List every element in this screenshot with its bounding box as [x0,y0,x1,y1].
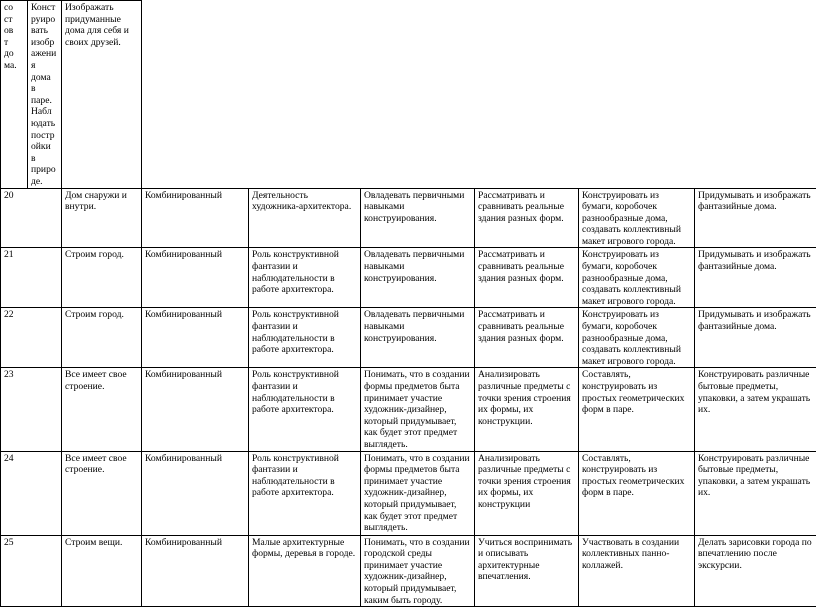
lesson-result: Придумывать и изображать фантазийные дома. [695,188,816,248]
lesson-goal: Понимать, что в создании формы предметов быта принимает участие художник-дизайнер, который придумывает, как будет этот предмет выглядеть. [361,368,475,451]
lesson-content: Деятельность художника-архитектора. [249,188,361,248]
lesson-type: Комбинированный [142,188,249,248]
lesson-content: Малые архитектурные формы, деревья в городе. [249,535,361,607]
lesson-content: Роль конструктивной фантазии и наблюдательности в работе архитектора. [249,248,361,308]
cell-fragment-3: Изображать придуманные дома для себя и своих друзей. [62,1,142,189]
lesson-result: Делать зарисовки города по впечатлению после экскурсии. [695,535,816,607]
lesson-topic: Все имеет свое строение. [62,451,142,535]
lesson-topic: Все имеет свое строение. [62,368,142,451]
lesson-activity: Учиться воспринимать и описывать архитектурные впечатления. [475,535,579,607]
lesson-activity: Рассматривать и сравнивать реальные здания разных форм. [475,308,579,368]
lesson-goal: Овладевать первичными навыками конструирования. [361,248,475,308]
table-row [1,368,816,451]
lesson-skills: Конструировать из бумаги, коробочек разнообразные дома, создавать коллективный макет игрового города. [579,188,695,248]
lesson-goal: Понимать, что в создании городской среды принимает участие художник-дизайнер, который придумывает, каким быть городу. [361,535,475,607]
lesson-number: 21 [1,248,62,308]
lesson-number: 23 [1,368,62,451]
lesson-skills: Конструировать из бумаги, коробочек разнообразные дома, создавать коллективный макет игрового города. [579,308,695,368]
lesson-content: Роль конструктивной фантазии и наблюдательности в работе архитектора. [249,451,361,535]
table-row [1,451,816,535]
table-row [1,188,816,248]
lesson-type: Комбинированный [142,451,249,535]
lesson-number: 25 [1,535,62,607]
lesson-result: Конструировать различные бытовые предметы, упаковки, а затем украшать их. [695,451,816,535]
lesson-skills: Составлять, конструировать из простых геометрических форм в паре. [579,451,695,535]
lesson-topic: Строим город. [62,248,142,308]
lesson-number: 24 [1,451,62,535]
lesson-result: Придумывать и изображать фантазийные дома. [695,308,816,368]
table-row [1,248,816,308]
lesson-skills: Участвовать в создании коллективных панно-коллажей. [579,535,695,607]
lesson-goal: Понимать, что в создании формы предметов быта принимает участие художник-дизайнер, который придумывает, как будет этот предмет выглядеть. [361,451,475,535]
lesson-result: Придумывать и изображать фантазийные дома. [695,248,816,308]
cell-fragment-2: Конст руиро вать изобр ажени я дома в паре. Набл юдать постр ойки в приро де. [28,1,62,189]
lesson-topic: Строим город. [62,308,142,368]
lesson-number: 22 [1,308,62,368]
lesson-result: Конструировать различные бытовые предметы, упаковки, а затем украшать их. [695,368,816,451]
lesson-topic: Строим вещи. [62,535,142,607]
lesson-activity: Рассматривать и сравнивать реальные здания разных форм. [475,248,579,308]
lesson-goal: Овладевать первичными навыками конструирования. [361,188,475,248]
lesson-topic: Дом снаружи и внутри. [62,188,142,248]
lesson-skills: Конструировать из бумаги, коробочек разнообразные дома, создавать коллективный макет игрового города. [579,248,695,308]
lesson-type: Комбинированный [142,535,249,607]
lesson-type: Комбинированный [142,368,249,451]
lesson-skills: Составлять, конструировать из простых геометрических форм в паре. [579,368,695,451]
lesson-type: Комбинированный [142,308,249,368]
table-row [1,535,816,607]
lesson-goal: Овладевать первичными навыками конструирования. [361,308,475,368]
table-row [1,1,816,189]
lesson-number: 20 [1,188,62,248]
lesson-activity: Анализировать различные предметы с точки зрения строения их формы, их конструкции. [475,368,579,451]
lesson-type: Комбинированный [142,248,249,308]
table-row [1,308,816,368]
cell-fragment-1: со ст ов т до ма. [1,1,28,189]
lesson-activity: Анализировать различные предметы с точки зрения строения их формы, их конструкции [475,451,579,535]
lesson-content: Роль конструктивной фантазии и наблюдательности в работе архитектора. [249,308,361,368]
lesson-content: Роль конструктивной фантазии и наблюдательности в работе архитектора. [249,368,361,451]
lesson-activity: Рассматривать и сравнивать реальные здания разных форм. [475,188,579,248]
